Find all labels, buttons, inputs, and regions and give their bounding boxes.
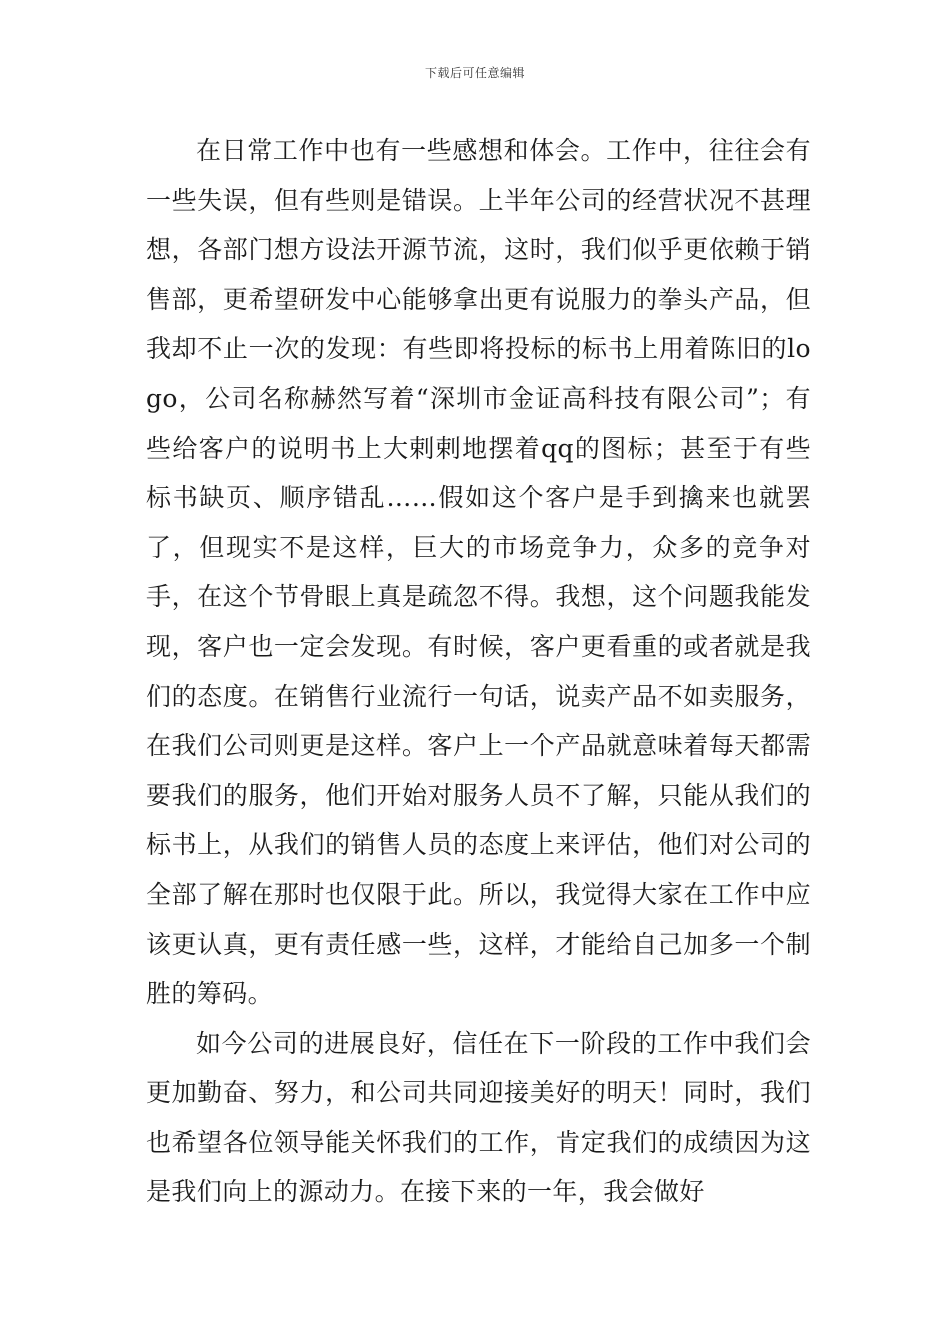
header-note: 下载后可任意编辑: [424, 66, 525, 80]
document-body: [146, 126, 811, 1217]
paragraph-2: 如今公司的进展良好，信任在下一阶段的工作中我们会更加勤奋、努力，和公司共同迎接美好的明天！同时，我们也希望各位领导能关怀我们的工作，肯定我们的成绩因为这是我们向上的源动力。在接下来的一年，我会做好: [146, 1028, 811, 1207]
paragraph-1: 在日常工作中也有一些感想和体会。工作中，往往会有一些失误，但有些则是错误。上半年公司的经营状况不甚理想，各部门想方设法开源节流，这时，我们似乎更依赖于销售部，更希望研发中心能够拿出更有说服力的拳头产品，但我却不止一次的发现：有些即将投标的标书上用着陈旧的logo，公司名称赫然写着“深圳市金证高科技有限公司”；有些给客户的说明书上大剌剌地摆着qq的图标；甚至于有些标书缺页、顺序错乱……假如这个客户是手到擒来也就罢了，但现实不是这样，巨大的市场竞争力，众多的竞争对手，在这个节骨眼上真是疏忽不得。我想，这个问题我能发现，客户也一定会发现。有时候，客户更看重的或者就是我们的态度。在销售行业流行一句话，说卖产品不如卖服务，在我们公司则更是这样。客户上一个产品就意味着每天都需要我们的服务，他们开始对服务人员不了解，只能从我们的标书上，从我们的销售人员的态度上来评估，他们对公司的全部了解在那时也仅限于此。所以，我觉得大家在工作中应该更认真，更有责任感一些，这样，才能给自己加多一个制胜的筹码。: [146, 136, 811, 1009]
